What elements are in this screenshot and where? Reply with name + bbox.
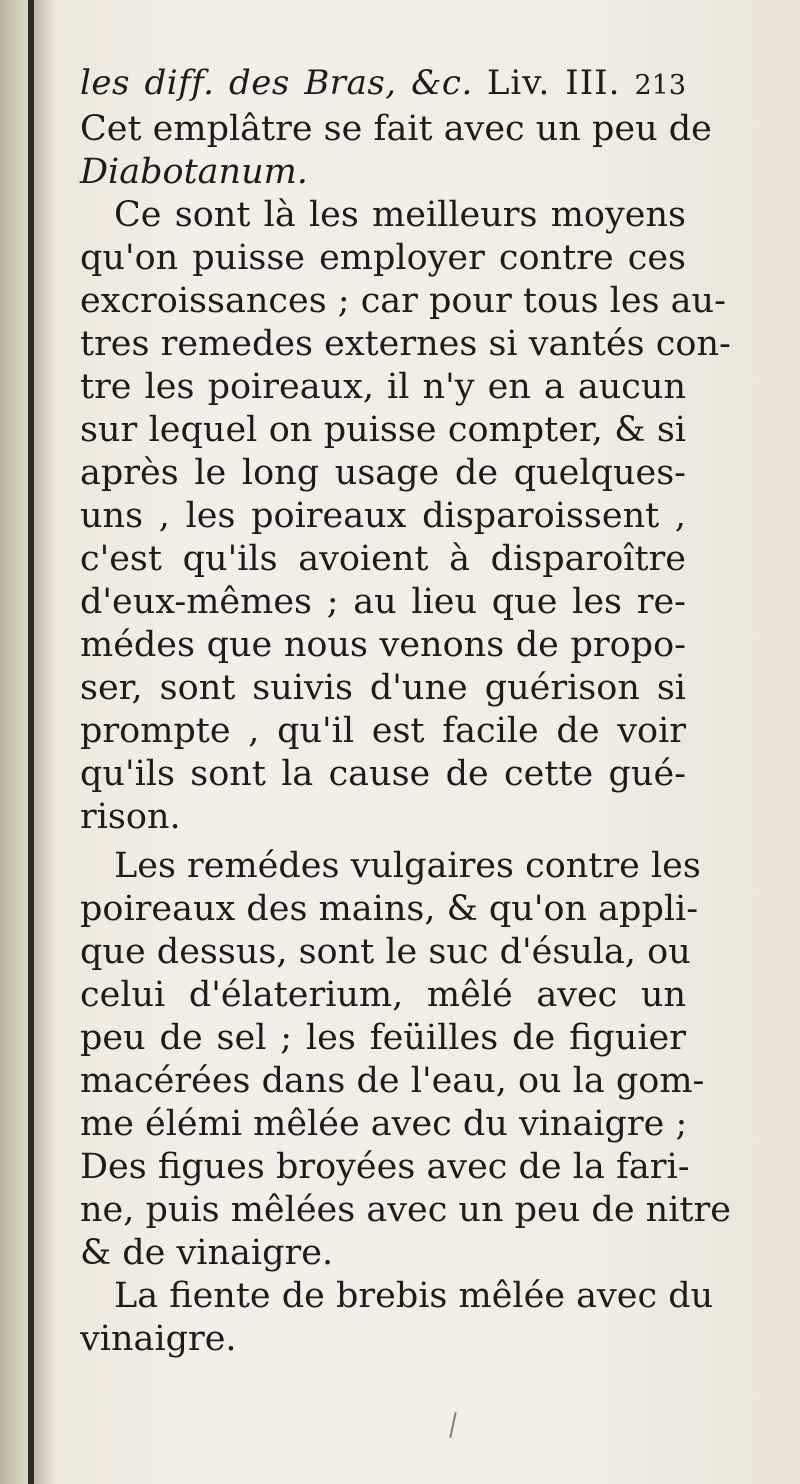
- running-header: [80, 62, 686, 108]
- text-line: & de vinaigre.: [80, 1233, 334, 1273]
- text-line: qu'ils sont la cause de cette gué-: [80, 754, 686, 794]
- text-line: Diabotanum.: [80, 152, 308, 192]
- paragraph: [80, 1275, 714, 1361]
- text-line: médes que nous venons de propo-: [80, 625, 686, 665]
- text-line: ne, puis mêlées avec un peu de nitre: [80, 1190, 731, 1230]
- binding-shadow: [34, 0, 56, 1484]
- text-line: uns , les poireaux disparoissent ,: [80, 496, 686, 536]
- text-line: poireaux des mains, & qu'on appli-: [80, 889, 699, 929]
- text-line: rison.: [80, 797, 181, 837]
- text-line: c'est qu'ils avoient à disparoître: [80, 539, 686, 579]
- text-line: sur lequel on puisse compter, & si: [80, 410, 686, 450]
- paragraph: [80, 194, 731, 839]
- text-line: après le long usage de quelques-: [80, 453, 686, 493]
- text-line: vinaigre.: [80, 1319, 237, 1359]
- book-number: Liv. III.: [486, 63, 621, 103]
- paragraph: [80, 845, 731, 1275]
- text-line: Les remédes vulgaires contre les: [114, 846, 701, 886]
- text-line: La fiente de brebis mêlée avec du: [114, 1276, 714, 1316]
- text-line: excroissances ; car pour tous les au-: [80, 281, 726, 321]
- text-line: macérées dans de l'eau, ou la gom-: [80, 1061, 705, 1101]
- text-line: peu de sel ; les feüilles de figuier: [80, 1018, 686, 1058]
- text-line: Ce sont là les meilleurs moyens: [114, 195, 686, 235]
- text-line: que dessus, sont le suc d'ésula, ou: [80, 932, 691, 972]
- page-text: [80, 62, 731, 1361]
- text-line: me élémi mêlée avec du vinaigre ;: [80, 1104, 688, 1144]
- text-line: celui d'élaterium, mêlé avec un: [80, 975, 686, 1015]
- text-line: Des figues broyées avec de la fari-: [80, 1147, 690, 1187]
- text-line: prompte , qu'il est facile de voir: [80, 711, 686, 751]
- text-line: qu'on puisse employer contre ces: [80, 238, 686, 278]
- page-number: 213: [634, 70, 687, 101]
- text-line: ser, sont suivis d'une guérison si: [80, 668, 686, 708]
- text-line: tres remedes externes si vantés con-: [80, 324, 731, 364]
- paragraph: [80, 108, 712, 194]
- text-line: tre les poireaux, il n'y en a aucun: [80, 367, 686, 407]
- text-line: Cet emplâtre se fait avec un peu de: [80, 109, 712, 149]
- text-line: d'eux-mêmes ; au lieu que les re-: [80, 582, 686, 622]
- running-title: les diff. des Bras, &c.: [80, 63, 473, 103]
